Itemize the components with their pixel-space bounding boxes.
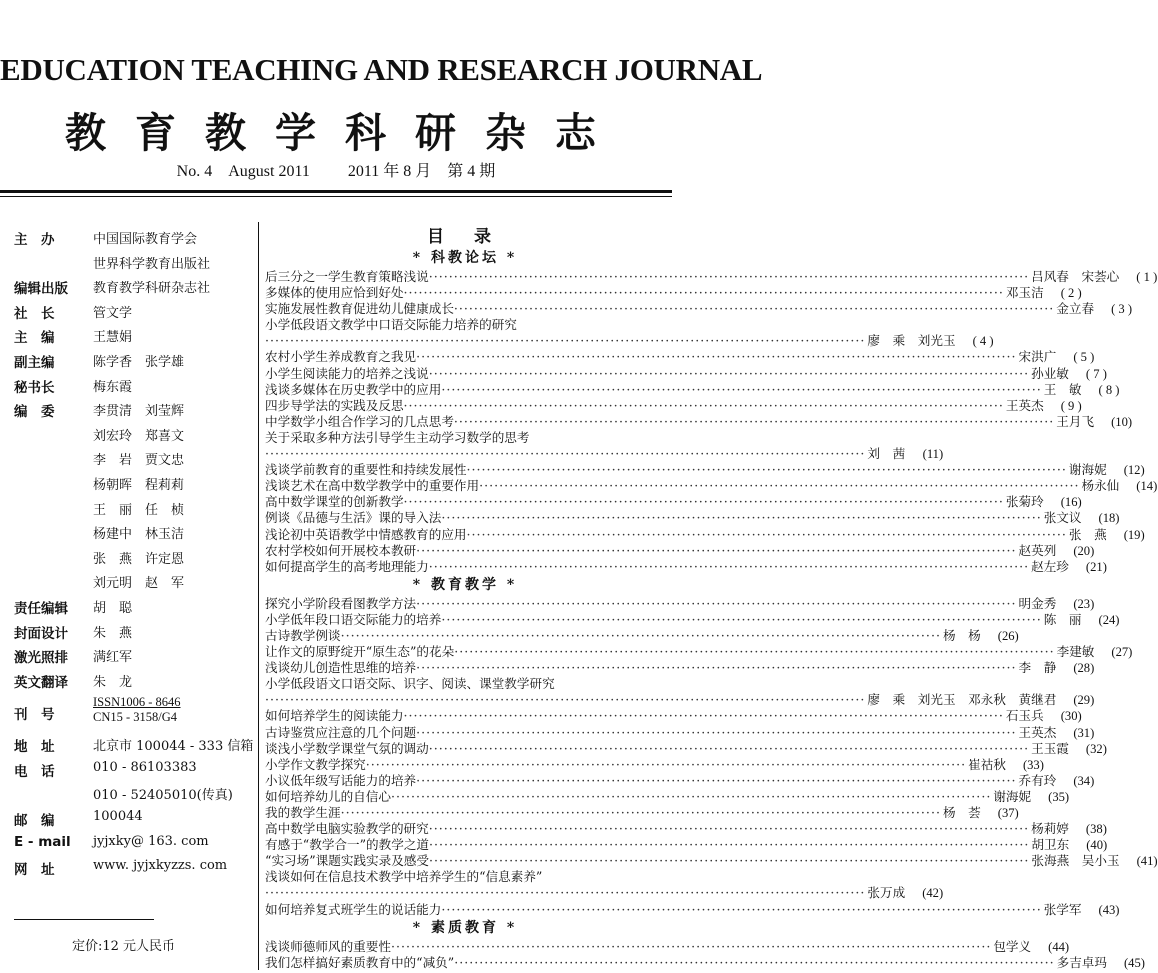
toc-leader-dots: ························································································································ [454, 954, 1055, 970]
header-rule-thin [0, 196, 672, 197]
toc-leader-dots: ························································································································ [265, 692, 866, 708]
toc-entry-page: ( 3 ) [1111, 302, 1133, 317]
toc-entry-author: 宋洪广 [1018, 349, 1057, 365]
toc-entry-title: 四步导学法的实践及反思 [265, 397, 404, 413]
toc-entry-author: 廖 乘 刘光玉 邓永秋 黄继君 [867, 692, 1057, 708]
toc-leader-dots: ························································································································ [428, 558, 1030, 574]
toc-entry[interactable] [265, 869, 665, 885]
toc-entry[interactable] [265, 462, 1145, 478]
toc-leader-dots: ························································································································ [416, 724, 1017, 740]
toc-entry-page: (26) [997, 628, 1019, 643]
toc-entry-title: 例谈《品德与生活》课的导入法 [265, 510, 442, 526]
toc-entry-author: 陈 丽 [1043, 611, 1082, 627]
toc-entry-page: (10) [1111, 414, 1133, 429]
toc-entry[interactable] [265, 708, 1082, 724]
toc-entry-author: 谢海妮 [1068, 462, 1107, 478]
toc-entry[interactable] [265, 772, 1095, 789]
toc-entry[interactable] [265, 788, 1070, 805]
toc-entry-author: 李建敏 [1056, 644, 1095, 660]
toc-entry-page: (33) [1022, 757, 1044, 772]
toc-leader-dots: ························································································································ [429, 853, 1030, 869]
toc-leader-dots: ························································································································ [441, 611, 1042, 627]
toc-entry-author: 谢海妮 [993, 788, 1032, 804]
toc-entry-title: 农村小学生养成教育之我见 [265, 349, 417, 365]
price-label: 定价:12 元人民币 [72, 939, 176, 954]
toc-entry[interactable] [265, 821, 1107, 837]
toc-leader-dots: ························································································································ [390, 938, 992, 954]
toc-entry[interactable] [265, 317, 665, 333]
info-row [14, 760, 249, 785]
toc-entry-author: 李 静 [1018, 660, 1057, 676]
info-row [14, 326, 249, 351]
info-row [14, 253, 249, 278]
toc-entry[interactable] [265, 349, 1095, 365]
toc-entry-title: 浅谈师德师风的重要性 [265, 938, 391, 954]
toc-leader-dots: ························································································································ [365, 756, 967, 772]
toc-entry[interactable] [265, 627, 1019, 644]
toc-entry[interactable] [265, 676, 665, 692]
toc-entry-page: (45) [1123, 955, 1145, 970]
toc-entry[interactable] [265, 740, 1107, 757]
issue-cn-date: 2011 年 8 月 [347, 163, 432, 180]
info-row [14, 474, 249, 499]
toc-entry-author: 廖 乘 刘光玉 [867, 333, 956, 349]
toc-entry[interactable] [265, 542, 1095, 559]
toc-entry-page: (29) [1073, 693, 1095, 708]
toc-leader-dots: ························································································································ [428, 821, 1030, 837]
toc-leader-dots: ························································································································ [403, 494, 1004, 510]
cn-number: CN15 - 3158/G4 [93, 710, 178, 725]
toc-entry-title: 小学作文教学探究 [265, 756, 366, 772]
toc-entry[interactable] [265, 660, 1095, 676]
toc-entry[interactable] [265, 901, 1120, 918]
toc-entry-title: 让作文的原野绽开“原生态”的花朵 [265, 644, 455, 660]
toc-entry-author: 孙业敏 [1031, 365, 1069, 381]
toc-entry-title: 浅谈艺术在高中数学教学中的重要作用 [265, 478, 480, 494]
info-value: 刘元明 赵 军 [93, 576, 185, 592]
toc-leader-dots: ························································································································ [416, 542, 1017, 558]
toc-entry-title: 高中数学电脑实验教学的研究 [265, 821, 429, 837]
toc-entry-author: 多吉卓玛 [1056, 954, 1107, 970]
toc-entry[interactable] [265, 837, 1108, 853]
toc-entry-page: (44) [1048, 939, 1070, 954]
toc-entry-author: 王英杰 [1005, 397, 1044, 413]
info-row [14, 548, 249, 573]
toc-leader-dots: ························································································································ [453, 301, 1055, 317]
toc-entry-author: 杨 杨 [942, 627, 981, 643]
toc-entry[interactable] [265, 885, 944, 901]
toc-entry-title: 浅谈学前教育的重要性和持续发展性 [265, 462, 467, 478]
info-value: 管文学 [93, 305, 133, 321]
toc-entry-author: 石玉兵 [1005, 708, 1044, 724]
toc-entry-page: (34) [1073, 773, 1095, 788]
info-label: 激光照排 [14, 650, 68, 667]
info-row [14, 302, 249, 327]
info-label: 主 办 [14, 232, 55, 248]
info-value: 杨建中 林玉洁 [93, 527, 185, 543]
info-label: 社 长 [14, 305, 55, 322]
toc-entry[interactable] [265, 938, 1070, 955]
toc-entry-author: 崔祜秋 [968, 756, 1006, 772]
toc-entry-author: 杨 荟 [942, 805, 981, 820]
toc-entry-title: 如何培养幼儿的自信心 [265, 788, 391, 804]
info-value: 朱 燕 [93, 625, 133, 641]
info-value: 教育教学科研杂志社 [93, 281, 211, 297]
toc-leader-dots: ························································································································ [265, 885, 866, 901]
info-label: 主 编 [14, 330, 55, 347]
toc-entry-author: 杨永仙 [1081, 478, 1120, 494]
toc-entry[interactable] [265, 595, 1095, 612]
toc-entry-author: 杨莉婷 [1031, 821, 1069, 837]
info-label: 电 话 [14, 763, 55, 780]
info-row [14, 351, 249, 376]
toc-leader-dots: ························································································································ [428, 740, 1030, 756]
toc-entry-page: (31) [1073, 725, 1095, 740]
toc-entry-page: (32) [1085, 741, 1107, 756]
toc-entry-title: 我的教学生涯 [265, 805, 341, 820]
info-row [14, 499, 249, 524]
toc-entry-page: (16) [1060, 495, 1082, 510]
toc-leader-dots: ························································································································ [441, 381, 1042, 397]
info-label: 地 址 [14, 739, 55, 756]
issn-block [93, 695, 249, 725]
info-value: 陈学香 张学雄 [93, 354, 185, 370]
info-value: www. jyjxkyzzs. com [93, 858, 228, 874]
toc-entry[interactable] [265, 805, 1019, 821]
toc-entry-page: ( 1 ) [1136, 270, 1158, 284]
toc-entry-page: (43) [1098, 902, 1120, 917]
info-value: 胡 聪 [93, 600, 133, 616]
issue-line [0, 158, 672, 181]
toc-entry-title: 浅论初中英语教学中情感教育的应用 [265, 526, 467, 542]
toc-entry-title: “实习场”课题实践实录及感受 [265, 853, 430, 869]
toc-entry[interactable] [265, 853, 1158, 869]
info-value: 世界科学教育出版社 [93, 256, 211, 272]
info-value: 010 - 86103383 [93, 759, 197, 775]
toc-entry-title: 有感于“教学合一”的教学之道 [265, 837, 430, 853]
toc-entry-title: 古诗鉴赏应注意的几个问题 [265, 724, 417, 740]
toc-entry-page: (19) [1123, 527, 1145, 542]
toc-entry-title: 小学低年段口语交际能力的培养 [265, 611, 442, 627]
info-label: 秘书长 [14, 379, 55, 396]
info-label: 编辑出版 [14, 281, 68, 298]
toc-leader-dots: ························································································································ [340, 627, 941, 643]
toc-entry-title: 高中数学课堂的创新教学 [265, 494, 404, 510]
info-divider [14, 919, 154, 920]
toc-leader-dots: ························································································································ [466, 462, 1067, 478]
toc-entry-title: 关于采取多种方法引导学生主动学习数学的思考 [265, 429, 530, 445]
toc-entry-author: 吕风春 宋荟心 [1031, 269, 1120, 284]
toc-entry[interactable] [265, 446, 944, 462]
toc-leader-dots: ························································································································ [441, 901, 1042, 917]
info-row [14, 834, 249, 859]
toc-entry-author: 刘 茜 [867, 446, 906, 462]
toc-entry-page: (12) [1123, 463, 1145, 478]
info-value: 李 岩 贾文忠 [93, 453, 185, 469]
info-row-kanhao [14, 695, 249, 735]
info-row [14, 228, 249, 253]
toc-entry-author: 张文议 [1043, 510, 1082, 526]
info-label: 责任编辑 [14, 600, 68, 617]
info-row [14, 400, 249, 425]
toc-leader-dots: ························································································································ [416, 349, 1017, 365]
toc-leader-dots: ························································································································ [416, 660, 1017, 676]
info-row [14, 277, 249, 302]
toc-entry-page: (35) [1048, 789, 1070, 804]
info-row [14, 671, 249, 696]
toc-entry-title: 中学数学小组合作学习的几点思考 [265, 413, 454, 429]
info-row [14, 572, 249, 597]
info-row [14, 597, 249, 622]
toc-entry-title: 如何培养学生的阅读能力 [265, 708, 404, 724]
toc-leader-dots: ························································································································ [454, 644, 1055, 660]
toc-entry-page: (18) [1098, 511, 1120, 526]
toc-entry[interactable] [265, 285, 1082, 301]
toc-entry-page: ( 9 ) [1060, 398, 1082, 413]
toc-entry-title: 浅谈幼儿创造性思维的培养 [265, 660, 417, 676]
toc-entry-page: (37) [997, 806, 1019, 820]
toc-leader-dots [542, 869, 625, 885]
info-row [14, 809, 249, 834]
toc-entry-author: 张海燕 吴小玉 [1031, 853, 1120, 869]
info-value: 北京市 100044 - 333 信箱 [93, 739, 254, 755]
toc-entry-page: (14) [1136, 479, 1158, 494]
info-value: 张 燕 许定恩 [93, 551, 185, 567]
toc-leader-dots: ························································································································ [340, 805, 941, 820]
toc-entry-title: 小学低段语文口语交际、识字、阅读、课堂教学研究 [265, 676, 555, 692]
toc-title: 目 录 [427, 227, 503, 247]
toc-entry-page: (38) [1085, 822, 1107, 837]
toc-leader-dots: ························································································································ [428, 269, 1030, 284]
journal-title-cn: 教育教学科研杂志 [65, 109, 625, 157]
toc-entry-title: 后三分之一学生教育策略浅说 [265, 269, 429, 284]
info-value: 010 - 52405010(传真) [93, 788, 233, 804]
toc-section-heading: * 教育教学 * [412, 576, 518, 593]
toc-entry-title: 多媒体的使用应恰到好处 [265, 285, 404, 301]
info-label: 网 址 [14, 862, 55, 879]
toc-leader-dots: ························································································································ [428, 365, 1030, 381]
issn-number: ISSN1006 - 8646 [93, 695, 181, 710]
toc-entry-author: 乔有玲 [1018, 772, 1057, 788]
toc-entry-title: 谈浅小学数学课堂气氛的调动 [265, 740, 429, 756]
toc-entry[interactable] [265, 494, 1082, 510]
toc-entry-page: (30) [1060, 709, 1082, 724]
toc-entry-author: 金立春 [1056, 301, 1095, 317]
toc-leader-dots: ························································································································ [390, 788, 992, 804]
issue-en-date: August 2011 [228, 163, 310, 180]
toc-entry-page: (28) [1073, 661, 1095, 676]
toc-section-heading: * 素质教育 * [412, 919, 518, 936]
toc-entry[interactable] [265, 558, 1107, 575]
info-row [14, 523, 249, 548]
info-row [14, 622, 249, 647]
toc-entry-author: 王月飞 [1056, 413, 1095, 429]
toc-entry[interactable] [265, 954, 1145, 971]
toc-entry-title: 农村学校如何开展校本教研 [265, 542, 417, 558]
toc-entry-author: 张菊玲 [1005, 494, 1044, 510]
info-value: 王 丽 任 桢 [93, 502, 185, 518]
toc-leader-dots: ························································································································ [479, 478, 1080, 494]
toc-entry[interactable] [265, 430, 665, 446]
toc-entry-page [627, 869, 665, 885]
info-row [14, 376, 249, 401]
toc-entry-page: ( 8 ) [1098, 382, 1120, 397]
info-value: jyjxky@ 163. com [93, 833, 209, 849]
toc-leader-dots: ························································································································ [441, 510, 1042, 526]
info-value: 刘宏玲 郑喜文 [93, 428, 185, 444]
toc-entry[interactable] [265, 269, 1158, 285]
toc-entry-author: 包学义 [993, 938, 1032, 954]
toc-entry-author: 张学军 [1043, 901, 1082, 917]
toc-leader-dots: ························································································································ [403, 285, 1004, 301]
toc-entry-page: ( 5 ) [1073, 350, 1095, 365]
toc-entry-page: ( 7 ) [1085, 366, 1107, 381]
info-row [14, 858, 249, 883]
toc-leader-dots: ························································································································ [265, 446, 866, 462]
toc-entry-page: ( 2 ) [1060, 286, 1082, 301]
info-value: 梅东霞 [93, 379, 133, 395]
info-row [14, 735, 254, 760]
info-value: 李贯清 刘莹辉 [93, 404, 185, 420]
info-row [14, 449, 249, 474]
toc-entry-title: 古诗教学例谈 [265, 627, 341, 643]
toc-leader-dots: ························································································································ [416, 595, 1017, 611]
info-value: 杨朝晖 程莉莉 [93, 477, 185, 493]
info-label: 封面设计 [14, 625, 68, 642]
info-label: 邮 编 [14, 813, 55, 830]
header-rule-thick [0, 190, 672, 193]
toc-entry-page: (40) [1086, 838, 1108, 853]
toc-entry[interactable] [265, 510, 1120, 526]
info-value: 中国国际教育学会 [93, 232, 198, 247]
info-label: 英文翻译 [14, 674, 68, 691]
toc-entry-author: 张 燕 [1068, 526, 1107, 542]
toc-leader-dots: ························································································································ [453, 413, 1055, 429]
toc-entry-page [627, 676, 665, 692]
issue-en-number: No. 4 [176, 163, 213, 180]
toc-entry[interactable] [265, 692, 1095, 708]
toc-entry-title: 探究小学阶段看图教学方法 [265, 595, 417, 611]
toc-entry-page: (42) [922, 886, 944, 901]
toc-entry[interactable] [265, 644, 1133, 660]
toc-entry-title: 浅谈如何在信息技术教学中培养学生的“信息素养” [265, 869, 543, 885]
toc-entry-title: 如何培养复式班学生的说话能力 [265, 901, 442, 917]
toc-entry-page: (11) [922, 447, 944, 462]
toc-entry-author: 明金秀 [1018, 595, 1057, 611]
journal-title-en: EDUCATION TEACHING AND RESEARCH JOURNAL [0, 52, 763, 87]
toc-entry-title: 浅谈多媒体在历史教学中的应用 [265, 381, 442, 397]
toc-leader-dots: ························································································································ [265, 333, 866, 349]
toc-leader-dots [529, 430, 625, 446]
toc-entry-page: (27) [1111, 645, 1133, 660]
toc-entry[interactable] [265, 526, 1145, 543]
toc-entry-author: 赵英列 [1018, 542, 1057, 558]
toc-entry-author: 王 敏 [1043, 381, 1082, 397]
toc-entry-page: (20) [1073, 543, 1095, 558]
table-of-contents [265, 226, 1158, 971]
toc-entry-title: 我们怎样搞好素质教育中的“减负” [265, 954, 455, 970]
toc-entry-title: 实施发展性教育促进幼儿健康成长 [265, 301, 454, 317]
toc-entry-page: (41) [1136, 854, 1158, 869]
info-value: 满红军 [93, 650, 133, 666]
info-row [14, 425, 249, 450]
toc-entry[interactable] [265, 478, 1158, 494]
info-label: 编 委 [14, 404, 55, 421]
info-row [14, 646, 249, 671]
toc-entry-title: 如何提高学生的高考地理能力 [265, 558, 429, 574]
toc-entry-page [627, 317, 665, 333]
toc-leader-dots [517, 317, 625, 333]
toc-entry[interactable] [265, 724, 1095, 741]
column-divider [258, 222, 259, 970]
toc-entry-author: 胡卫东 [1031, 837, 1070, 853]
toc-leader-dots: ························································································································ [466, 526, 1067, 542]
toc-entry[interactable] [265, 413, 1133, 430]
info-value: 朱 龙 [93, 674, 133, 690]
toc-entry-author: 王玉霞 [1031, 740, 1069, 756]
toc-entry-page: (21) [1085, 559, 1107, 574]
masthead-info [14, 228, 254, 883]
toc-leader-dots: ························································································································ [429, 837, 1030, 853]
toc-entry-author: 张万成 [867, 885, 906, 901]
toc-entry-title: 小议低年级写话能力的培养 [265, 772, 417, 788]
info-label: E - mail [14, 833, 71, 850]
toc-leader-dots: ························································································································ [403, 397, 1004, 413]
info-value: 100044 [93, 809, 143, 825]
info-label: 副主编 [14, 354, 55, 371]
info-label: 刊 号 [14, 707, 55, 724]
toc-section-heading: * 科教论坛 * [412, 250, 518, 266]
toc-entry[interactable] [265, 381, 1120, 398]
toc-leader-dots: ························································································································ [416, 772, 1017, 788]
toc-entry-page [627, 430, 665, 446]
toc-entry[interactable] [265, 611, 1120, 628]
toc-entry-author: 赵左珍 [1031, 558, 1069, 574]
toc-entry-title: 小学生阅读能力的培养之浅说 [265, 365, 429, 381]
toc-leader-dots [555, 676, 625, 692]
toc-leader-dots: ························································································································ [403, 708, 1004, 724]
info-row [14, 784, 249, 809]
toc-entry-page: (23) [1073, 596, 1095, 611]
issue-cn-number: 第 4 期 [447, 163, 496, 180]
toc-entry[interactable] [265, 756, 1044, 773]
toc-entry[interactable] [265, 301, 1133, 317]
toc-entry[interactable] [265, 333, 994, 349]
toc-entry-page: ( 4 ) [972, 334, 994, 349]
info-value: 王慧娟 [93, 330, 133, 346]
toc-entry-page: (24) [1098, 612, 1120, 627]
toc-entry-title: 小学低段语文教学中口语交际能力培养的研究 [265, 317, 517, 333]
toc-entry[interactable] [265, 397, 1082, 414]
toc-entry[interactable] [265, 365, 1107, 382]
toc-entry-author: 邓玉洁 [1005, 285, 1044, 301]
toc-entry-author: 王英杰 [1018, 724, 1057, 740]
